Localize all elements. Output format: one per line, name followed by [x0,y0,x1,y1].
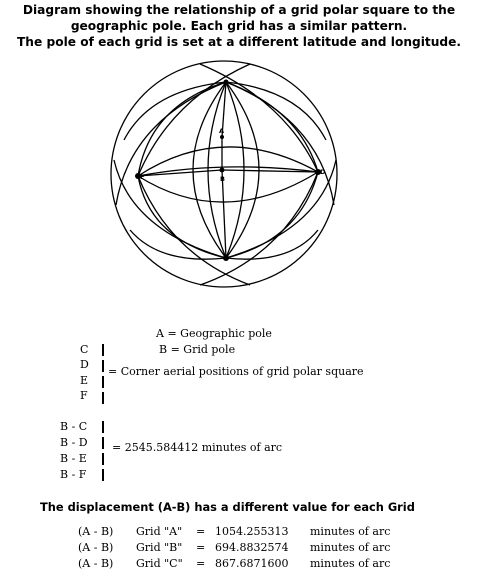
arc-e-outer-4 [226,230,318,259]
row-pair: (A - B) [78,525,114,538]
distance-b-f: B - F [60,468,87,481]
label-a: A [219,127,225,135]
arc-c-outer-3 [124,82,226,140]
legend-grid-pole: B = Grid pole [159,343,236,356]
row-grid: Grid "A" [136,525,183,538]
label-b: B [220,175,225,183]
corner-bracket-3 [102,376,104,388]
row-unit: minutes of arc [310,541,391,554]
row-value: 867.6871600 [215,557,289,570]
displacement-heading: The displacement (A-B) has a different value for each Grid [40,500,415,514]
row-grid: Grid "C" [136,557,183,570]
corner-label-e: E [80,374,89,387]
row-eq: = [196,525,206,538]
distance-value: = 2545.584412 minutes of arc [112,441,283,454]
arc-e-outer-1 [114,160,226,258]
arc-f-outer-2 [138,176,250,285]
distance-b-d: B - D [60,436,88,449]
arc-f-c [138,82,226,176]
row-value: 694.8832574 [215,541,289,554]
corner-label-c: C [80,343,89,356]
corner-bracket-4 [102,392,104,404]
corner-label-f: F [80,389,88,402]
line-b-e [222,170,226,258]
row-pair: (A - B) [78,541,114,554]
distance-bracket-3 [102,453,104,465]
row-eq: = [196,557,206,570]
legend-geographic-pole: A = Geographic pole [156,327,272,340]
label-e: E [223,254,228,262]
row-grid: Grid "B" [136,541,183,554]
row-value: 1054.255313 [215,525,289,538]
title-line-2: geographic pole. Each grid has a similar pattern. [70,19,408,33]
corner-label-d: D [80,358,89,371]
distance-b-e: B - E [60,452,87,465]
arc-d-outer-1 [200,64,318,172]
row-unit: minutes of arc [310,557,391,570]
label-d: D [320,168,326,176]
title-line-3: The pole of each grid is set at a different latitude and longitude. [16,35,462,49]
corner-bracket-1 [102,344,104,356]
arc-d-outer-2 [200,172,318,285]
row-pair: (A - B) [78,557,114,570]
point-a [220,135,224,139]
distance-b-c: B - C [60,420,88,433]
row-eq: = [196,541,206,554]
line-f-b [138,170,222,176]
distance-bracket-4 [102,469,104,481]
point-b [220,168,225,173]
row-unit: minutes of arc [310,525,391,538]
corner-description: = Corner aerial positions of grid polar square [108,365,364,378]
arc-f-d-2 [138,172,318,202]
distance-bracket-1 [102,421,104,433]
label-f: F [140,173,145,181]
title-line-1: Diagram showing the relationship of a grid polar square to the [22,3,456,17]
distance-bracket-2 [102,437,104,449]
label-c: C [223,79,228,87]
corner-bracket-2 [102,360,104,372]
